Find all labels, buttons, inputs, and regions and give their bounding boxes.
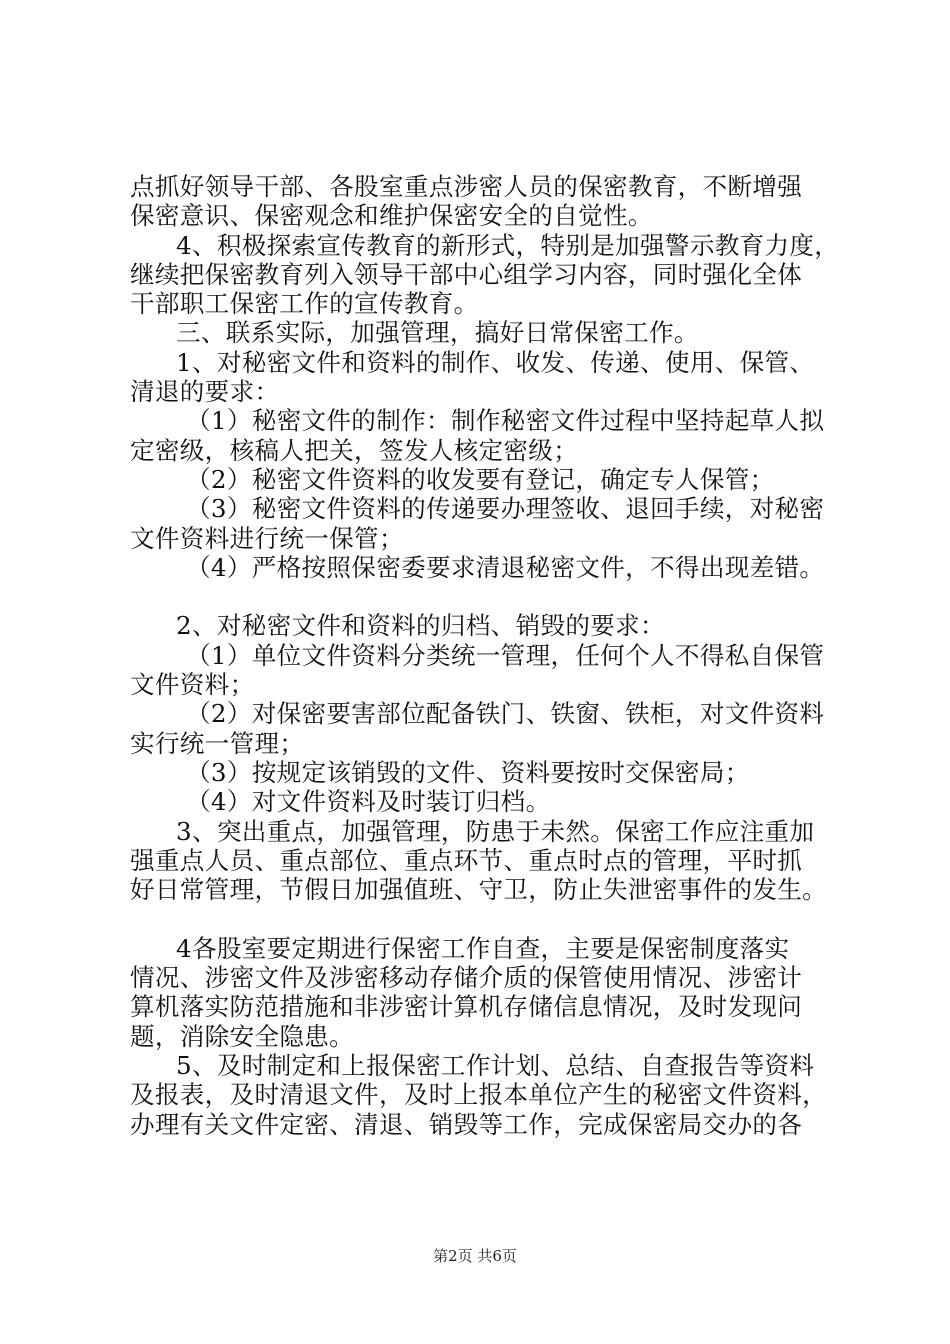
body-line: （3）秘密文件资料的传递要办理签收、退回手续，对秘密 [186,494,825,524]
document-body [130,172,850,1139]
body-line: 办理有关文件定密、清退、销毁等工作，完成保密局交办的各 [130,1109,803,1139]
body-line: 题，消除安全隐患。 [130,1021,355,1051]
body-line: 干部职工保密工作的宣传教育。 [130,289,479,319]
body-line: （2）对保密要害部位配备铁门、铁窗、铁柜，对文件资料 [186,699,825,729]
body-line: 文件资料； [130,670,255,700]
body-line: （2）秘密文件资料的收发要有登记，确定专人保管； [186,464,775,494]
body-line: 点抓好领导干部、各股室重点涉密人员的保密教育，不断增强 [130,172,803,201]
body-line: 及报表，及时清退文件，及时上报本单位产生的秘密文件资料， [130,1080,828,1110]
body-line: 4各股室要定期进行保密工作自查，主要是保密制度落实 [176,933,790,963]
body-line: 强重点人员、重点部位、重点环节、重点时点的管理，平时抓 [130,845,803,875]
body-line: （1）单位文件资料分类统一管理，任何个人不得私自保管 [186,640,825,670]
body-line: 2、对秘密文件和资料的归档、销毁的要求： [176,611,665,641]
blank-line [130,904,850,933]
body-line: 1、对秘密文件和资料的制作、收发、传递、使用、保管、 [176,347,815,377]
body-line: 好日常管理，节假日加强值班、守卫，防止失泄密事件的发生。 [130,875,828,905]
body-line: 5、及时制定和上报保密工作计划、总结、自查报告等资料 [176,1050,815,1080]
section-heading: 三、联系实际，加强管理，搞好日常保密工作。 [176,318,699,348]
body-line: 清退的要求： [130,377,280,407]
blank-line [130,582,850,611]
body-line: 3、突出重点，加强管理，防患于未然。保密工作应注重加 [176,816,815,846]
body-line: （1）秘密文件的制作：制作秘密文件过程中坚持起草人拟 [186,406,825,436]
body-line: （4）对文件资料及时装订归档。 [186,787,551,817]
body-line: 继续把保密教育列入领导干部中心组学习内容，同时强化全体 [130,259,803,289]
body-line: （4）严格按照保密委要求清退秘密文件，不得出现差错。 [186,552,825,582]
body-line: 定密级，核稿人把关，签发人核定密级； [130,435,579,465]
page-footer: 第2页 共6页 [433,1247,517,1265]
body-line: 情况、涉密文件及涉密移动存储介质的保管使用情况、涉密计 [130,963,803,993]
body-line: 实行统一管理； [130,728,305,758]
body-line: 文件资料进行统一保管； [130,523,404,553]
body-line: 算机落实防范措施和非涉密计算机存储信息情况，及时发现问 [130,992,803,1022]
body-line: 4、积极探索宣传教育的新形式，特别是加强警示教育力度， [176,230,840,260]
body-line: 保密意识、保密观念和维护保密安全的自觉性。 [130,201,653,231]
body-line: （3）按规定该销毁的文件、资料要按时交保密局； [186,757,750,787]
